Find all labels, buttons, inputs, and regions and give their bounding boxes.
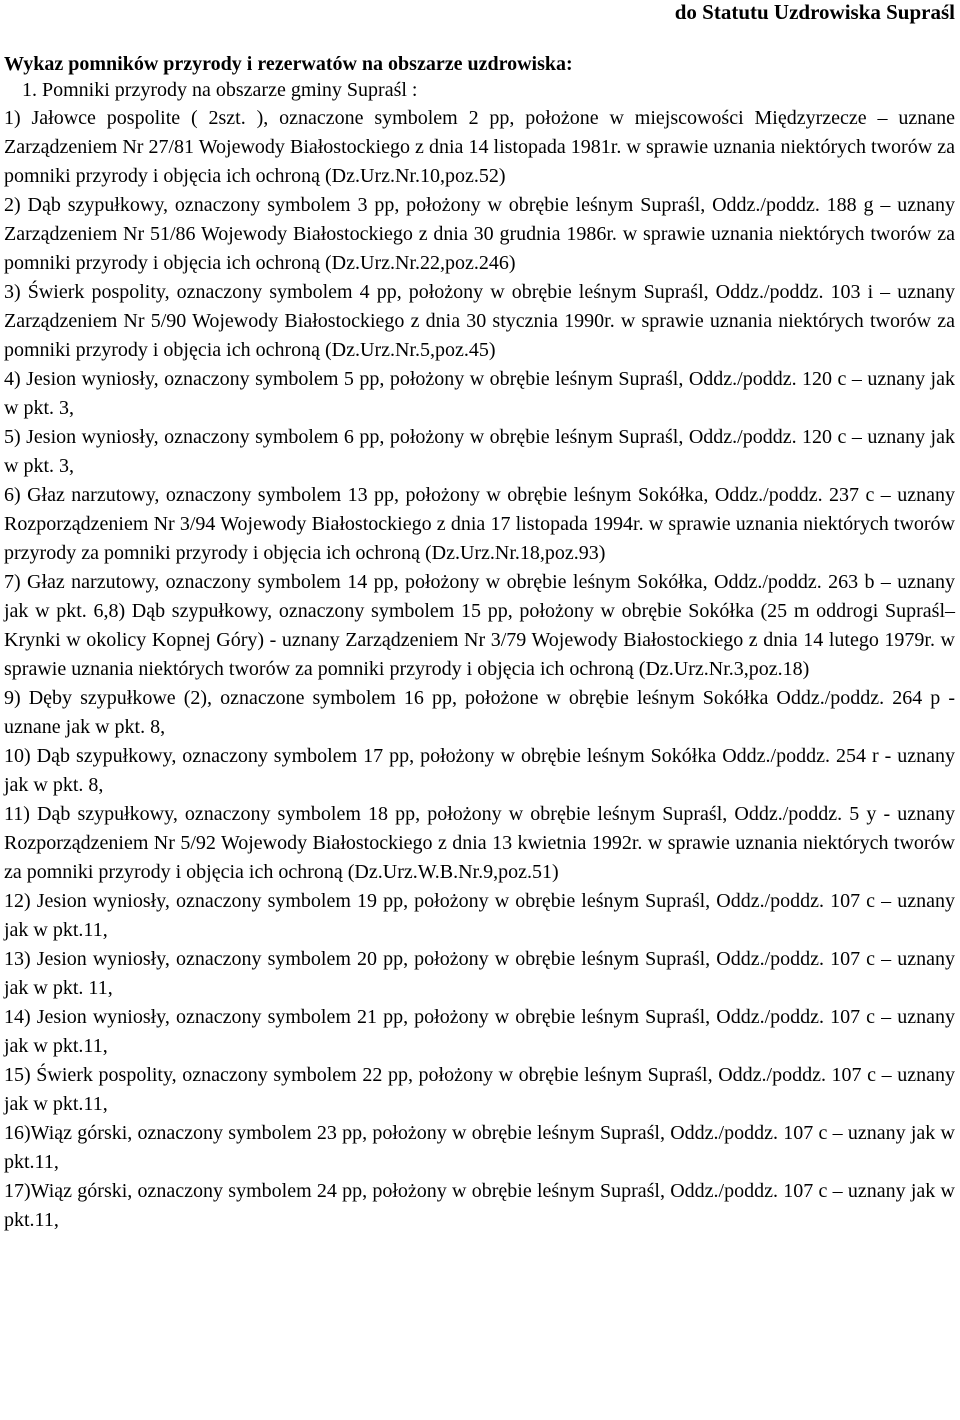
list-title: Wykaz pomników przyrody i rezerwatów na obszarze uzdrowiska:	[4, 53, 573, 75]
list-item-text: 12) Jesion wyniosły, oznaczony symbolem 19 pp, położony w obrębie leśnym Supraśl, Oddz./poddz. 107 c – uznany jak w pkt.11,	[4, 890, 955, 941]
list-item-text: 6) Głaz narzutowy, oznaczony symbolem 13 pp, położony w obrębie leśnym Sokółka, Oddz./poddz. 237 c – uznany Rozporządzeniem Nr 3/94 Wojewody Białostockiego z dnia 17 listopada 1994r. w sprawie uznania niektórych tworów przyrody za pomniki przyrody i objęcia ich ochroną (Dz.Urz.Nr.18,poz.93)	[4, 484, 955, 564]
list-item	[4, 1119, 955, 1177]
list-item	[4, 1003, 955, 1061]
list-item-text: 13) Jesion wyniosły, oznaczony symbolem 20 pp, położony w obrębie leśnym Supraśl, Oddz./poddz. 107 c – uznany jak w pkt. 11,	[4, 948, 955, 999]
list-item	[4, 684, 955, 742]
list-item-text: 5) Jesion wyniosły, oznaczony symbolem 6 pp, położony w obrębie leśnym Supraśl, Oddz./poddz. 120 c – uznany jak w pkt. 3,	[4, 426, 955, 477]
statute-header: do Statutu Uzdrowiska Supraśl	[674, 0, 955, 24]
list-item	[4, 945, 955, 1003]
list-item-text: 9) Dęby szypułkowe (2), oznaczone symbolem 16 pp, położone w obrębie leśnym Sokółka Oddz./poddz. 264 p - uznane jak w pkt. 8,	[4, 687, 955, 738]
list-item	[4, 1061, 955, 1119]
list-item	[4, 742, 955, 800]
document-page	[4, 0, 955, 1235]
list-item-text: 7) Głaz narzutowy, oznaczony symbolem 14 pp, położony w obrębie leśnym Sokółka, Oddz./poddz. 263 b – uznany jak w pkt. 6,8) Dąb szypułkowy, oznaczony symbolem 15 pp, położony w obrębie Sokółka (25 m oddrogi Supraśl–Krynki w okolicy Kopnej Góry) - uznany Zarządzeniem Nr 3/79 Wojewody Białostockiego z dnia 14 lutego 1979r. w sprawie uznania niektórych tworów za pomniki przyrody i objęcia ich ochroną (Dz.Urz.Nr.3,poz.18)	[4, 571, 955, 680]
list-item-text: 11) Dąb szypułkowy, oznaczony symbolem 18 pp, położony w obrębie leśnym Supraśl, Oddz./poddz. 5 y - uznany Rozporządzeniem Nr 5/92 Wojewody Białostockiego z dnia 13 kwietnia 1992r. w sprawie uznania niektórych tworów za pomniki przyrody i objęcia ich ochroną (Dz.Urz.W.B.Nr.9,poz.51)	[4, 803, 955, 883]
list-item-text: 16)Wiąz górski, oznaczony symbolem 23 pp, położony w obrębie leśnym Supraśl, Oddz./poddz. 107 c – uznany jak w pkt.11,	[4, 1122, 955, 1173]
list-item	[4, 1177, 955, 1235]
list-item-text: 14) Jesion wyniosły, oznaczony symbolem 21 pp, położony w obrębie leśnym Supraśl, Oddz./poddz. 107 c – uznany jak w pkt.11,	[4, 1006, 955, 1057]
list-item	[4, 104, 955, 191]
list-item-text: 17)Wiąz górski, oznaczony symbolem 24 pp, położony w obrębie leśnym Supraśl, Oddz./poddz. 107 c – uznany jak w pkt.11,	[4, 1180, 955, 1231]
list-item	[4, 278, 955, 365]
list-item-text: 4) Jesion wyniosły, oznaczony symbolem 5 pp, położony w obrębie leśnym Supraśl, Oddz./poddz. 120 c – uznany jak w pkt. 3,	[4, 368, 955, 419]
list-item-text: 15) Świerk pospolity, oznaczony symbolem 22 pp, położony w obrębie leśnym Supraśl, Oddz./poddz. 107 c – uznany jak w pkt.11,	[4, 1064, 955, 1115]
list-item-text: 3) Świerk pospolity, oznaczony symbolem 4 pp, położony w obrębie leśnym Supraśl, Oddz./poddz. 103 i – uznany Zarządzeniem Nr 5/90 Wojewody Białostockiego z dnia 30 stycznia 1990r. w sprawie uznania niektórych tworów za pomniki przyrody i objęcia ich ochroną (Dz.Urz.Nr.5,poz.45)	[4, 281, 955, 361]
list-item	[4, 887, 955, 945]
list-item	[4, 423, 955, 481]
list-item-text: 1) Jałowce pospolite ( 2szt. ), oznaczone symbolem 2 pp, położone w miejscowości Międzyrzecze – uznane Zarządzeniem Nr 27/81 Wojewody Białostockiego z dnia 14 listopada 1981r. w sprawie uznania niektórych tworów za pomniki przyrody i objęcia ich ochroną (Dz.Urz.Nr.10,poz.52)	[4, 107, 955, 187]
list-item	[4, 191, 955, 278]
list-item	[4, 800, 955, 887]
list-item-text: 2) Dąb szypułkowy, oznaczony symbolem 3 pp, położony w obrębie leśnym Supraśl, Oddz./poddz. 188 g – uznany Zarządzeniem Nr 51/86 Wojewody Białostockiego z dnia 30 grudnia 1986r. w sprawie uznania niektórych tworów za pomniki przyrody i objęcia ich ochroną (Dz.Urz.Nr.22,poz.246)	[4, 194, 955, 274]
list-item	[4, 568, 955, 684]
list-item	[4, 365, 955, 423]
list-item-text: 10) Dąb szypułkowy, oznaczony symbolem 17 pp, położony w obrębie leśnym Sokółka Oddz./poddz. 254 r - uznany jak w pkt. 8,	[4, 745, 955, 796]
section-heading: 1. Pomniki przyrody na obszarze gminy Supraśl :	[22, 79, 418, 101]
list-item	[4, 481, 955, 568]
